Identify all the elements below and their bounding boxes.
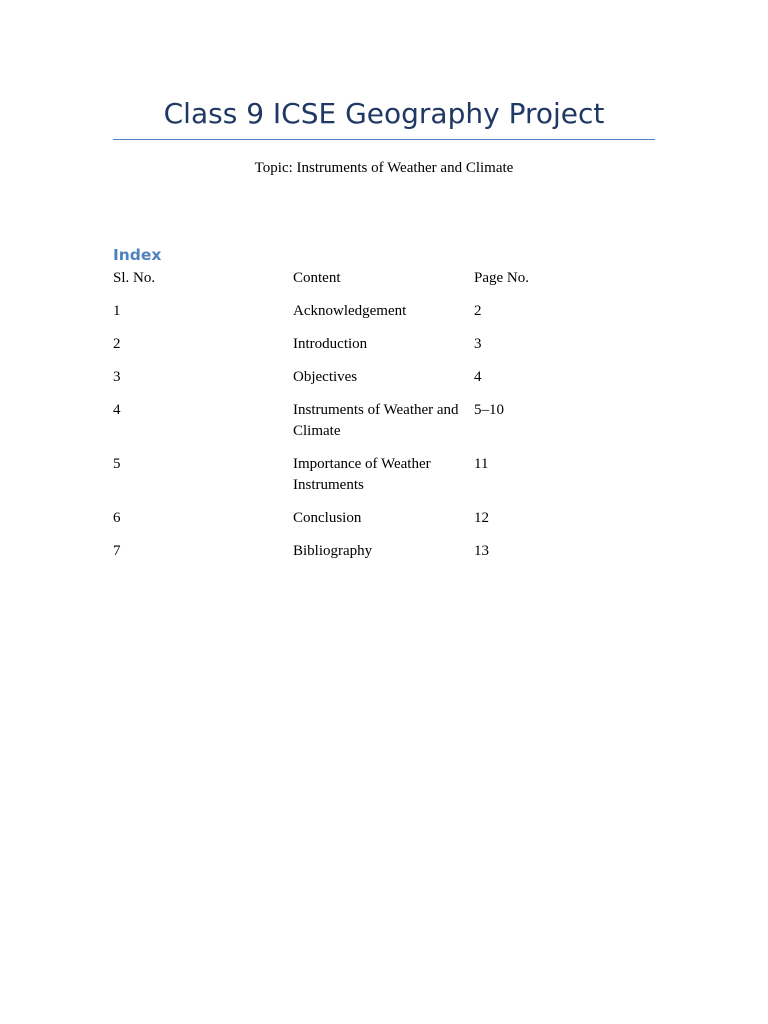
row-content: Conclusion [293,510,362,526]
row-content: Bibliography [293,543,373,559]
row-sl-no: 2 [113,336,121,352]
row-page-no: 4 [474,369,482,385]
document-topic: Topic: Instruments of Weather and Climate [254,160,514,176]
table-row [113,334,655,367]
row-sl-no: 7 [113,543,121,559]
row-content: Introduction [293,336,368,352]
row-page-no: 5–10 [474,402,504,418]
table-row [113,541,655,574]
table-row [113,367,655,400]
row-content: Importance of Weather Instruments [293,456,431,493]
row-page-no: 13 [474,543,489,559]
header-content: Content [293,270,341,286]
row-page-no: 2 [474,303,482,319]
index-header-row [113,268,655,301]
row-page-no: 12 [474,510,489,526]
row-content: Objectives [293,369,358,385]
row-sl-no: 3 [113,369,121,385]
header-sl-no: Sl. No. [113,270,156,286]
table-row [113,301,655,334]
row-page-no: 11 [474,456,489,472]
row-sl-no: 6 [113,510,121,526]
header-page-no: Page No. [474,270,529,286]
document-title: Class 9 ICSE Geography Project [163,97,605,130]
index-table [113,268,655,574]
row-sl-no: 1 [113,303,121,319]
row-sl-no: 5 [113,456,121,472]
row-sl-no: 4 [113,402,121,418]
index-heading: Index [113,246,162,264]
title-underline [113,139,655,140]
table-row [113,400,655,454]
table-row [113,508,655,541]
table-row [113,454,655,508]
row-page-no: 3 [474,336,482,352]
row-content: Acknowledgement [293,303,407,319]
row-content: Instruments of Weather and Climate [293,402,459,439]
